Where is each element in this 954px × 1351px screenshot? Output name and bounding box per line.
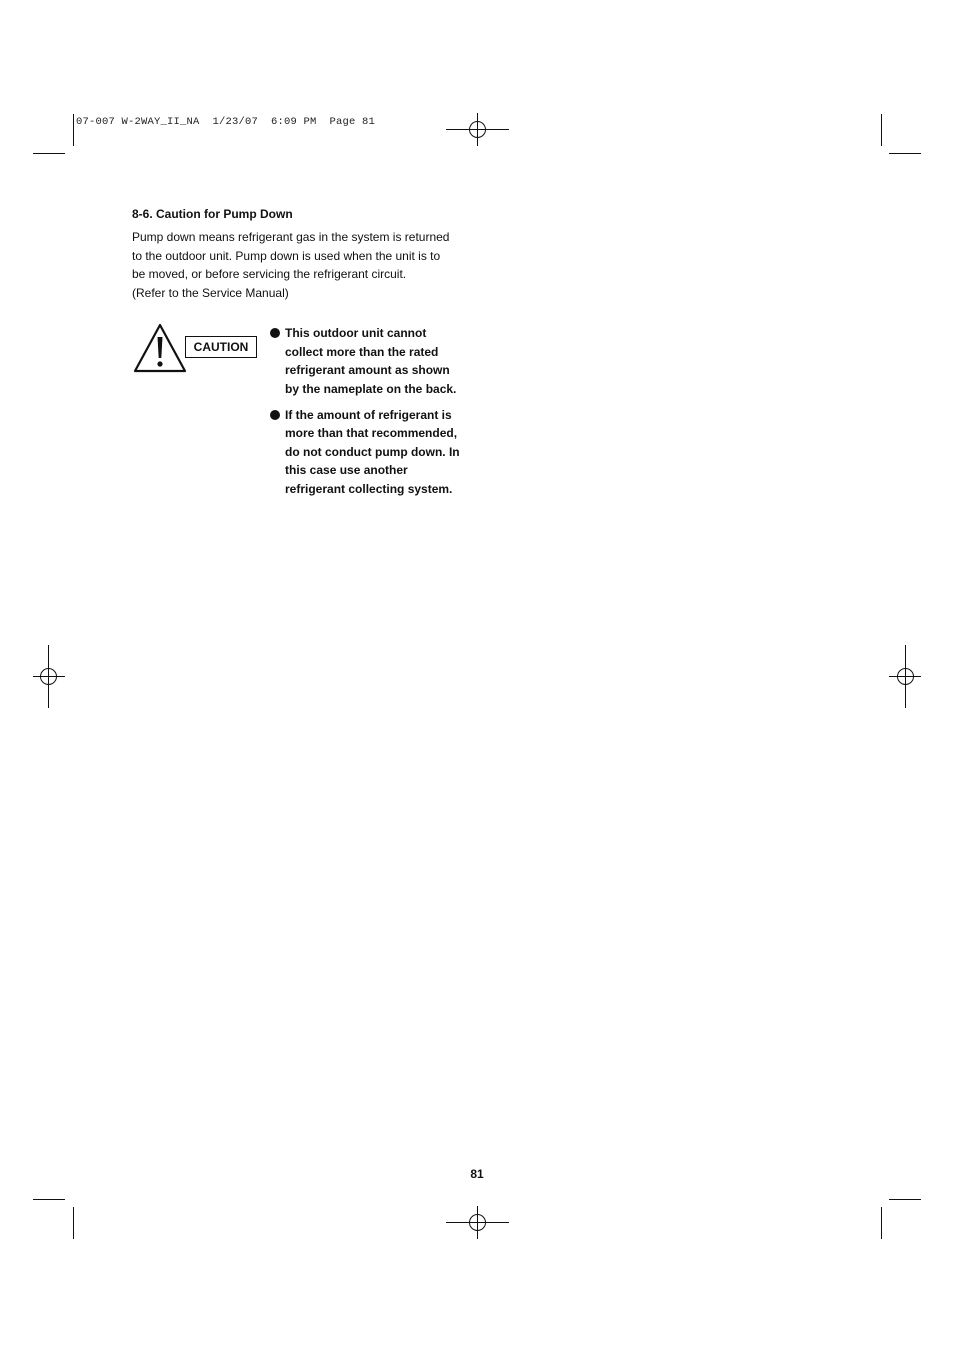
caution-label: CAUTION xyxy=(185,336,257,358)
bullet-line: more than that recommended, xyxy=(285,426,458,440)
section-heading: 8-6. Caution for Pump Down xyxy=(132,207,293,221)
intro-line: (Refer to the Service Manual) xyxy=(132,285,289,300)
intro-line: Pump down means refrigerant gas in the system is returned xyxy=(132,230,450,244)
bullet-line: this case use another xyxy=(285,463,408,477)
caution-bullets xyxy=(270,324,480,498)
warning-triangle-icon xyxy=(133,323,187,373)
section-intro xyxy=(132,228,462,302)
bullet-line: collect more than the rated xyxy=(285,344,439,359)
bullet-line: do not conduct pump down. In xyxy=(285,444,460,459)
bullet-line: If the amount of refrigerant is xyxy=(285,407,452,422)
bullet-dot-icon xyxy=(270,328,280,338)
intro-line: be moved, or before servicing the refrigerant circuit. xyxy=(132,267,407,281)
bullet-dot-icon xyxy=(270,410,280,420)
bullet-line: refrigerant amount as shown xyxy=(285,363,450,377)
caution-bullet xyxy=(270,406,480,499)
intro-line: to the outdoor unit. Pump down is used when the unit is to xyxy=(132,248,441,263)
page-number: 81 xyxy=(470,1167,484,1181)
bullet-line: refrigerant collecting system. xyxy=(285,481,453,496)
bullet-line: by the nameplate on the back. xyxy=(285,381,457,396)
bullet-line: This outdoor unit cannot xyxy=(285,326,427,340)
caution-bullet xyxy=(270,324,480,398)
print-slug: 07-007 W-2WAY_II_NA 1/23/07 6:09 PM Page 81 xyxy=(76,116,376,128)
